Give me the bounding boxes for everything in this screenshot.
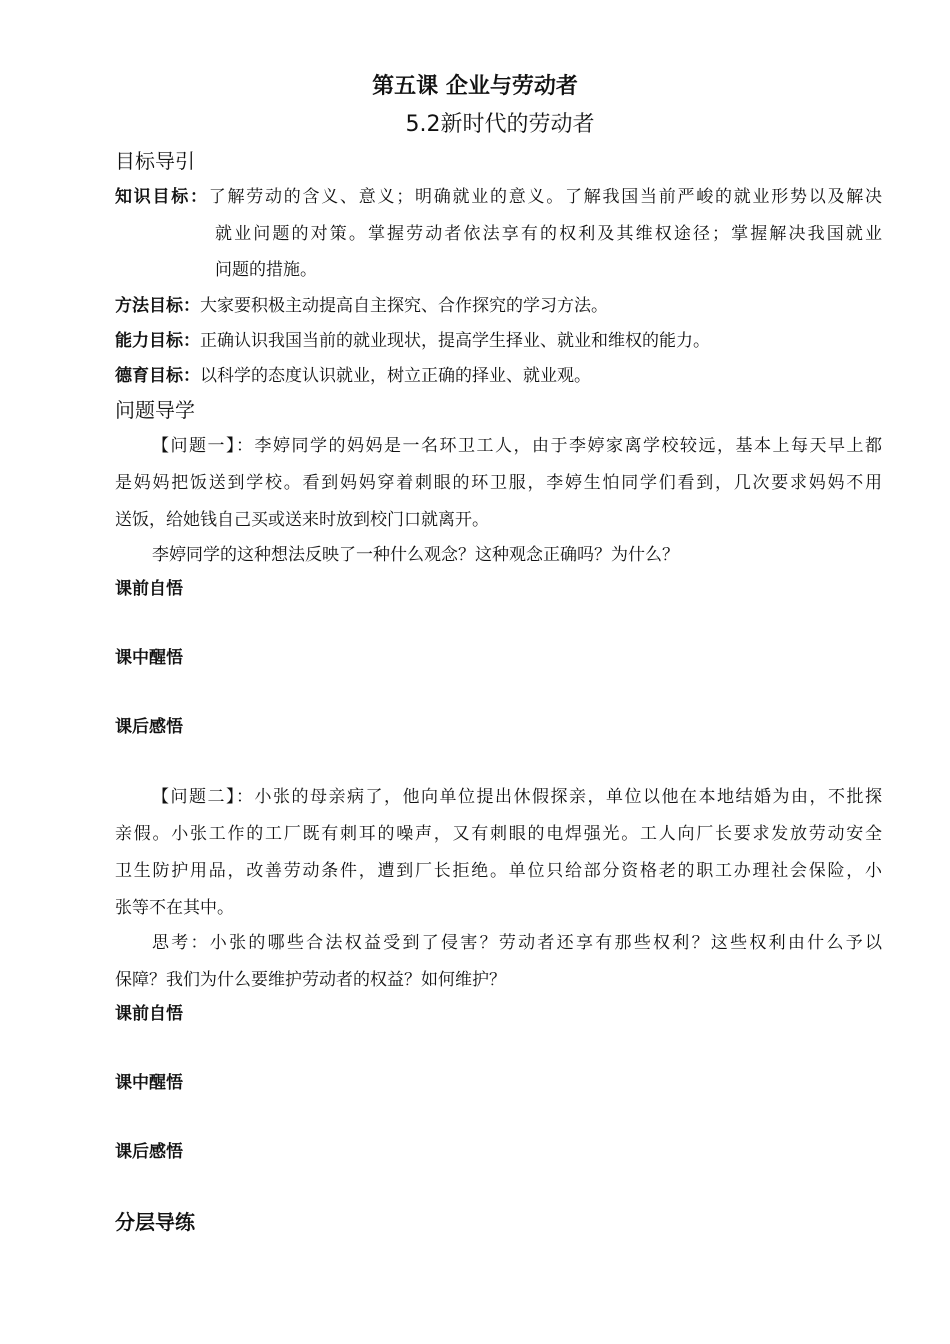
knowledge-goal-label: 知识目标：	[115, 187, 209, 207]
question1-in-class-label: 课中醒悟	[115, 648, 183, 668]
question2-line-1: 【问题二】：小张的母亲病了，他向单位提出休假探亲，单位以他在本地结婚为由，不批探	[152, 787, 882, 807]
question2-after-class-label: 课后感悟	[115, 1142, 183, 1162]
lesson-title: 第五课 企业与劳动者	[372, 74, 578, 99]
question1-line-1: 【问题一】：李婷同学的妈妈是一名环卫工人，由于李婷家离学校较远，基本上每天早上都	[152, 436, 882, 456]
question2-line-4: 张等不在其中。	[115, 898, 234, 918]
knowledge-goal-text-1: 了解劳动的含义、意义；明确就业的意义。了解我国当前严峻的就业形势以及解决	[208, 187, 882, 207]
knowledge-goal-line-3: 问题的措施。	[215, 260, 317, 280]
question2-prompt-line-1: 思考：小张的哪些合法权益受到了侵害？劳动者还享有那些权利？这些权利由什么予以	[152, 933, 882, 953]
question2-line-3: 卫生防护用品，改善劳动条件，遭到厂长拒绝。单位只给部分资格老的职工办理社会保险，小	[115, 861, 882, 881]
question1-prompt: 李婷同学的这种想法反映了一种什么观念？这种观念正确吗？为什么？	[152, 545, 679, 565]
method-goal	[115, 294, 608, 318]
question1-line-2: 是妈妈把饭送到学校。看到妈妈穿着刺眼的环卫服，李婷生怕同学们看到，几次要求妈妈不用	[115, 473, 882, 493]
method-goal-label: 方法目标：	[115, 296, 200, 316]
questions-heading: 问题导学	[115, 398, 195, 422]
ability-goal	[115, 329, 710, 353]
method-goal-text: 大家要积极主动提高自主探究、合作探究的学习方法。	[200, 296, 608, 316]
question1-line-3: 送饭，给她钱自己买或送来时放到校门口就离开。	[115, 510, 489, 530]
goals-heading: 目标导引	[115, 149, 195, 173]
lesson-subtitle: 5.2新时代的劳动者	[405, 112, 595, 137]
ability-goal-text: 正确认识我国当前的就业现状，提高学生择业、就业和维权的能力。	[200, 331, 710, 351]
question2-in-class-label: 课中醒悟	[115, 1073, 183, 1093]
practice-heading: 分层导练	[115, 1210, 195, 1234]
knowledge-goal-line-1	[115, 185, 882, 209]
ability-goal-label: 能力目标：	[115, 331, 200, 351]
question2-line-2: 亲假。小张工作的工厂既有刺耳的噪声，又有刺眼的电焊强光。工人向厂长要求发放劳动安全	[115, 824, 882, 844]
moral-goal-label: 德育目标：	[115, 366, 200, 386]
knowledge-goal-line-2: 就业问题的对策。掌握劳动者依法享有的权利及其维权途径；掌握解决我国就业	[215, 224, 882, 244]
question2-prompt-line-2: 保障？我们为什么要维护劳动者的权益？如何维护？	[115, 970, 506, 990]
moral-goal	[115, 364, 591, 388]
question2-before-class-label: 课前自悟	[115, 1004, 183, 1024]
moral-goal-text: 以科学的态度认识就业，树立正确的择业、就业观。	[200, 366, 591, 386]
question1-before-class-label: 课前自悟	[115, 579, 183, 599]
question1-after-class-label: 课后感悟	[115, 717, 183, 737]
